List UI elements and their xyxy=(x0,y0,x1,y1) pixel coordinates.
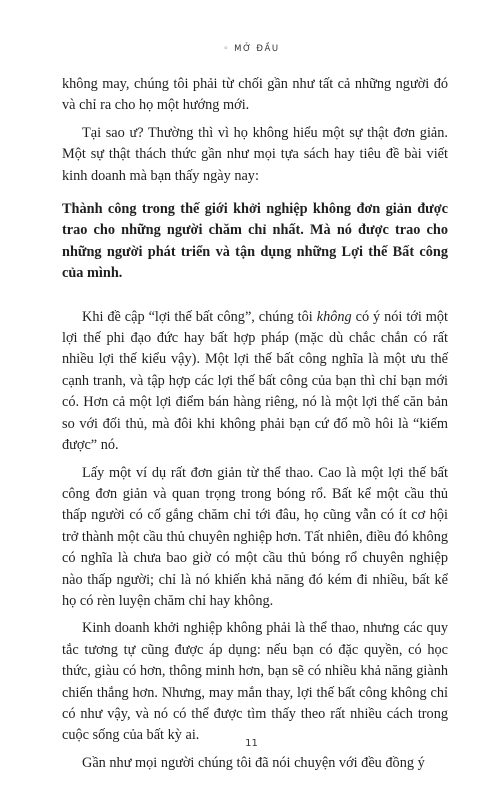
paragraph: Tại sao ư? Thường thì vì họ không hiểu một sự thật đơn giản. Một sự thật thách thức gần như mọi tựa sách hay tiêu đề bài viết kinh doanh mà bạn thấy ngày nay: xyxy=(62,124,448,184)
paragraph-unfair-advantage xyxy=(62,307,448,457)
paragraph-text: có ý nói tới một lợi thế phi đạo đức hay bất hợp pháp (mặc dù chắc chắn có rất nhiều lợi thế kiểu vậy). Một lợi thế bất công nghĩa là một ưu thế cạnh tranh, và tập hợp các lợi thế bất công của bạn thì chỉ bạn mới có. Hơn cả một lợi điểm bán hàng riêng, nó là một lợi thế căn bản so với đối thủ, mà đôi khi không phải bạn cứ đổ mồ hôi là “kiếm được” nó. xyxy=(62,308,448,454)
running-header: ◦ MỞ ĐẦU xyxy=(223,44,280,54)
page-number: 11 xyxy=(245,738,258,749)
paragraph-sports-example: Lấy một ví dụ rất đơn giản từ thể thao. Cao là một lợi thế bất công đơn giản và quan trọng trong bóng rổ. Bất kể một cầu thủ thấp người có cố gắng chăm chỉ tới đâu, họ cũng vẫn có ít cơ hội trở thành một cầu thủ chuyên nghiệp hơn. Tất nhiên, điều đó không có nghĩa là chưa bao giờ có một cầu thủ bóng rổ chuyên nghiệp nào thấp người; chỉ là nó khiến khả năng đó kém đi nhiều, bất kể họ có rèn luyện chăm chỉ hay không. xyxy=(62,464,448,609)
emphasis-text: không xyxy=(316,308,352,325)
paragraph-text: Khi đề cập “lợi thế bất công”, chúng tôi xyxy=(82,308,317,325)
paragraph-continued: không may, chúng tôi phải từ chối gần như tất cả những người đó và chỉ ra cho họ một hướng mới. xyxy=(62,76,448,114)
bold-statement: Thành công trong thế giới khởi nghiệp không đơn giản được trao cho những người chăm chỉ nhất. Mà nó được trao cho những người phát triển và tận dụng những Lợi thế Bất công của mình. xyxy=(62,201,448,282)
paragraph-last: Gần như mọi người chúng tôi đã nói chuyện với đều đồng ý xyxy=(82,754,425,771)
paragraph-business: Kinh doanh khởi nghiệp không phải là thể thao, nhưng các quy tắc tương tự cũng được áp dụng: nếu bạn có đặc quyền, có học thức, giàu có hơn, thông minh hơn, bạn sẽ có nhiều khả năng giành chiến thắng hơn. Nhưng, may mắn thay, lợi thế bất công không chỉ có như vậy, và nó có thể được tìm thấy theo rất nhiều cách trong cuộc sống của bất kỳ ai. xyxy=(62,620,448,744)
body-text xyxy=(62,74,448,780)
